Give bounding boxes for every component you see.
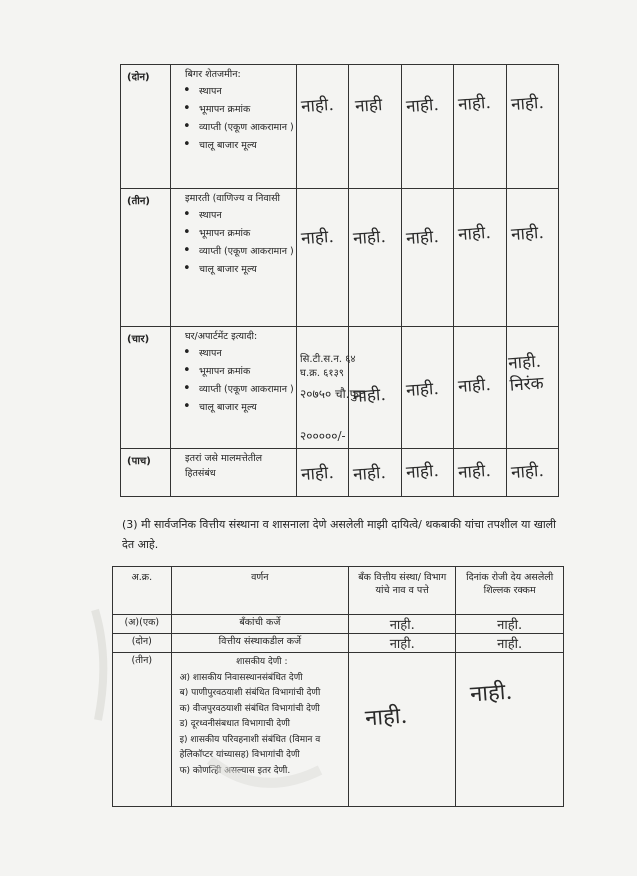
handwritten-mark: नाही. xyxy=(364,703,409,732)
table-header-row xyxy=(113,567,564,615)
handwritten-cell xyxy=(349,189,401,327)
row-description xyxy=(171,65,297,189)
handwritten-mark: नाही. xyxy=(405,378,440,402)
list-item: • भूमापन क्रमांक xyxy=(199,102,294,118)
table-row xyxy=(121,65,559,189)
row-serial: (दोन) xyxy=(121,65,171,189)
handwritten-note: घ.क्र. ६१३९ xyxy=(300,368,344,379)
handwritten-mark: नाही. xyxy=(352,226,387,250)
list-item: क) वीजपुरवठयाशी संबंधित विभागांची देणी xyxy=(179,703,320,714)
handwritten-cell xyxy=(506,449,558,497)
list-item: • भूमापन क्रमांक xyxy=(199,226,294,242)
row-heading: इतरां जसे मालमत्तेतील हितसंबंध xyxy=(185,453,263,479)
list-item: • स्थापन xyxy=(199,208,294,224)
handwritten-mark: नाही. xyxy=(497,637,523,652)
column-header: बँक वित्तीय संस्था/ विभाग यांचे नाव व पत्ते xyxy=(349,567,456,615)
handwritten-cell xyxy=(456,634,564,653)
handwritten-note: २०००००/- xyxy=(300,429,346,443)
handwritten-mark: नाही. xyxy=(457,460,492,484)
handwritten-cell xyxy=(401,189,453,327)
handwritten-mark: नाही xyxy=(354,95,384,117)
handwritten-cell xyxy=(401,65,453,189)
row-serial: (तीन) xyxy=(113,653,172,807)
handwritten-mark: नाही. xyxy=(405,460,440,484)
handwritten-note: सि.टी.स.न. ६४ xyxy=(300,354,356,365)
handwritten-mark: नाही. xyxy=(389,637,415,652)
row-description xyxy=(171,653,349,807)
row-description xyxy=(171,449,297,497)
handwritten-mark: नाही. xyxy=(509,92,544,116)
list-item: • व्याप्ती (एकूण आकरामान ) xyxy=(199,244,294,260)
handwritten-cell xyxy=(349,615,456,634)
row-heading: घर/अपार्टमेंट इत्यादी: xyxy=(185,331,258,342)
handwritten-cell xyxy=(456,653,564,807)
handwritten-cell xyxy=(506,65,558,189)
row-heading: इमारती (वाणिज्य व निवासी xyxy=(185,193,281,204)
handwritten-cell xyxy=(454,189,506,327)
list-item: इ) शासकीय परिवहनाशी संबंधित (विमान व हेलिकॉप्टर यांच्यासह) विभागांची देणी xyxy=(179,734,321,760)
row-description xyxy=(171,327,297,449)
handwritten-mark: नाही. xyxy=(405,94,440,118)
handwritten-note: २०७५० चौ.फुट xyxy=(300,387,365,401)
list-item: ब) पाणीपुरवठयाशी संबंधित विभागांची देणी xyxy=(179,688,321,698)
handwritten-cell xyxy=(401,327,453,449)
row-description xyxy=(171,189,297,327)
table-row xyxy=(121,327,559,449)
row-serial: (चार) xyxy=(121,327,171,449)
handwritten-mark: नाही. xyxy=(405,226,440,250)
handwritten-cell xyxy=(401,449,453,497)
handwritten-mark: नाही. xyxy=(509,460,544,484)
handwritten-cell xyxy=(349,653,456,807)
row-heading: शासकीय देणी : xyxy=(236,657,288,667)
handwritten-cell xyxy=(506,327,558,449)
handwritten-cell xyxy=(454,65,506,189)
handwritten-cell xyxy=(297,65,349,189)
handwritten-mark: नाही. xyxy=(300,226,335,250)
handwritten-mark: नाही. xyxy=(352,384,387,408)
handwritten-cell xyxy=(456,615,564,634)
handwritten-mark: नाही. xyxy=(389,618,415,633)
list-item: • भूमापन क्रमांक xyxy=(199,364,294,380)
section-3-paragraph: (3) मी सार्वजनिक वित्तीय संस्थाना व शासनाला देणे असलेली माझी दायित्वे/ थकबाकी यांचा तपशील या खाली देत आहे. xyxy=(122,518,556,551)
list-item: • चालू बाजार मूल्य xyxy=(199,138,294,154)
row-heading: बिगर शेतजमीन: xyxy=(185,69,241,80)
handwritten-mark: नाही. निरंक xyxy=(507,351,544,396)
handwritten-mark: नाही. xyxy=(469,679,514,708)
handwritten-mark: नाही. xyxy=(457,92,492,116)
handwritten-mark: नाही. xyxy=(457,374,492,398)
list-item: • व्याप्ती (एकूण आकरामान ) xyxy=(199,382,294,398)
column-header: अ.क्र. xyxy=(113,567,172,615)
row-serial: (दोन) xyxy=(113,634,172,653)
immovable-assets-table xyxy=(120,64,559,497)
handwritten-cell xyxy=(506,189,558,327)
list-item: • चालू बाजार मूल्य xyxy=(199,400,294,416)
table-row xyxy=(113,653,564,807)
handwritten-cell xyxy=(454,449,506,497)
table-row xyxy=(113,615,564,634)
column-header: वर्णन xyxy=(171,567,349,615)
list-item: • स्थापन xyxy=(199,84,294,100)
column-header: दिनांक रोजी देय असलेली शिल्लक रक्कम xyxy=(456,567,564,615)
handwritten-cell xyxy=(454,327,506,449)
handwritten-cell xyxy=(349,449,401,497)
handwritten-mark: नाही. xyxy=(300,462,335,486)
list-item: ड) दूरध्वनीसंबधात विभागाची देणी xyxy=(179,719,290,729)
row-serial: (तीन) xyxy=(121,189,171,327)
table-row xyxy=(113,634,564,653)
handwritten-cell xyxy=(297,327,365,449)
handwritten-mark: नाही. xyxy=(457,222,492,246)
list-item: • स्थापन xyxy=(199,346,294,362)
list-item: फ) कोणत्हिी असल्यास इतर देणी. xyxy=(179,765,291,776)
row-description: वित्तीय संस्थाकडील कर्जे xyxy=(171,634,349,653)
handwritten-cell xyxy=(349,327,401,449)
handwritten-cell xyxy=(297,449,349,497)
handwritten-cell xyxy=(349,65,401,189)
list-item: • चालू बाजार मूल्य xyxy=(199,262,294,278)
row-serial: (पाच) xyxy=(121,449,171,497)
handwritten-mark: नाही. xyxy=(509,222,544,246)
row-description: बँकांची कर्जे xyxy=(171,615,349,634)
liabilities-table xyxy=(112,566,564,807)
table-row xyxy=(121,189,559,327)
handwritten-mark: नाही. xyxy=(497,618,523,633)
handwritten-mark: नाही. xyxy=(352,462,387,486)
table-row xyxy=(121,449,559,497)
handwritten-cell xyxy=(297,189,349,327)
list-item: अ) शासकीय निवासस्थानसंबंधित देणी xyxy=(179,672,303,683)
handwritten-mark: नाही. xyxy=(300,94,335,118)
list-item: • व्याप्ती (एकूण आकरामान ) xyxy=(199,120,294,136)
handwritten-cell xyxy=(349,634,456,653)
row-serial: (अ)(एक) xyxy=(113,615,172,634)
